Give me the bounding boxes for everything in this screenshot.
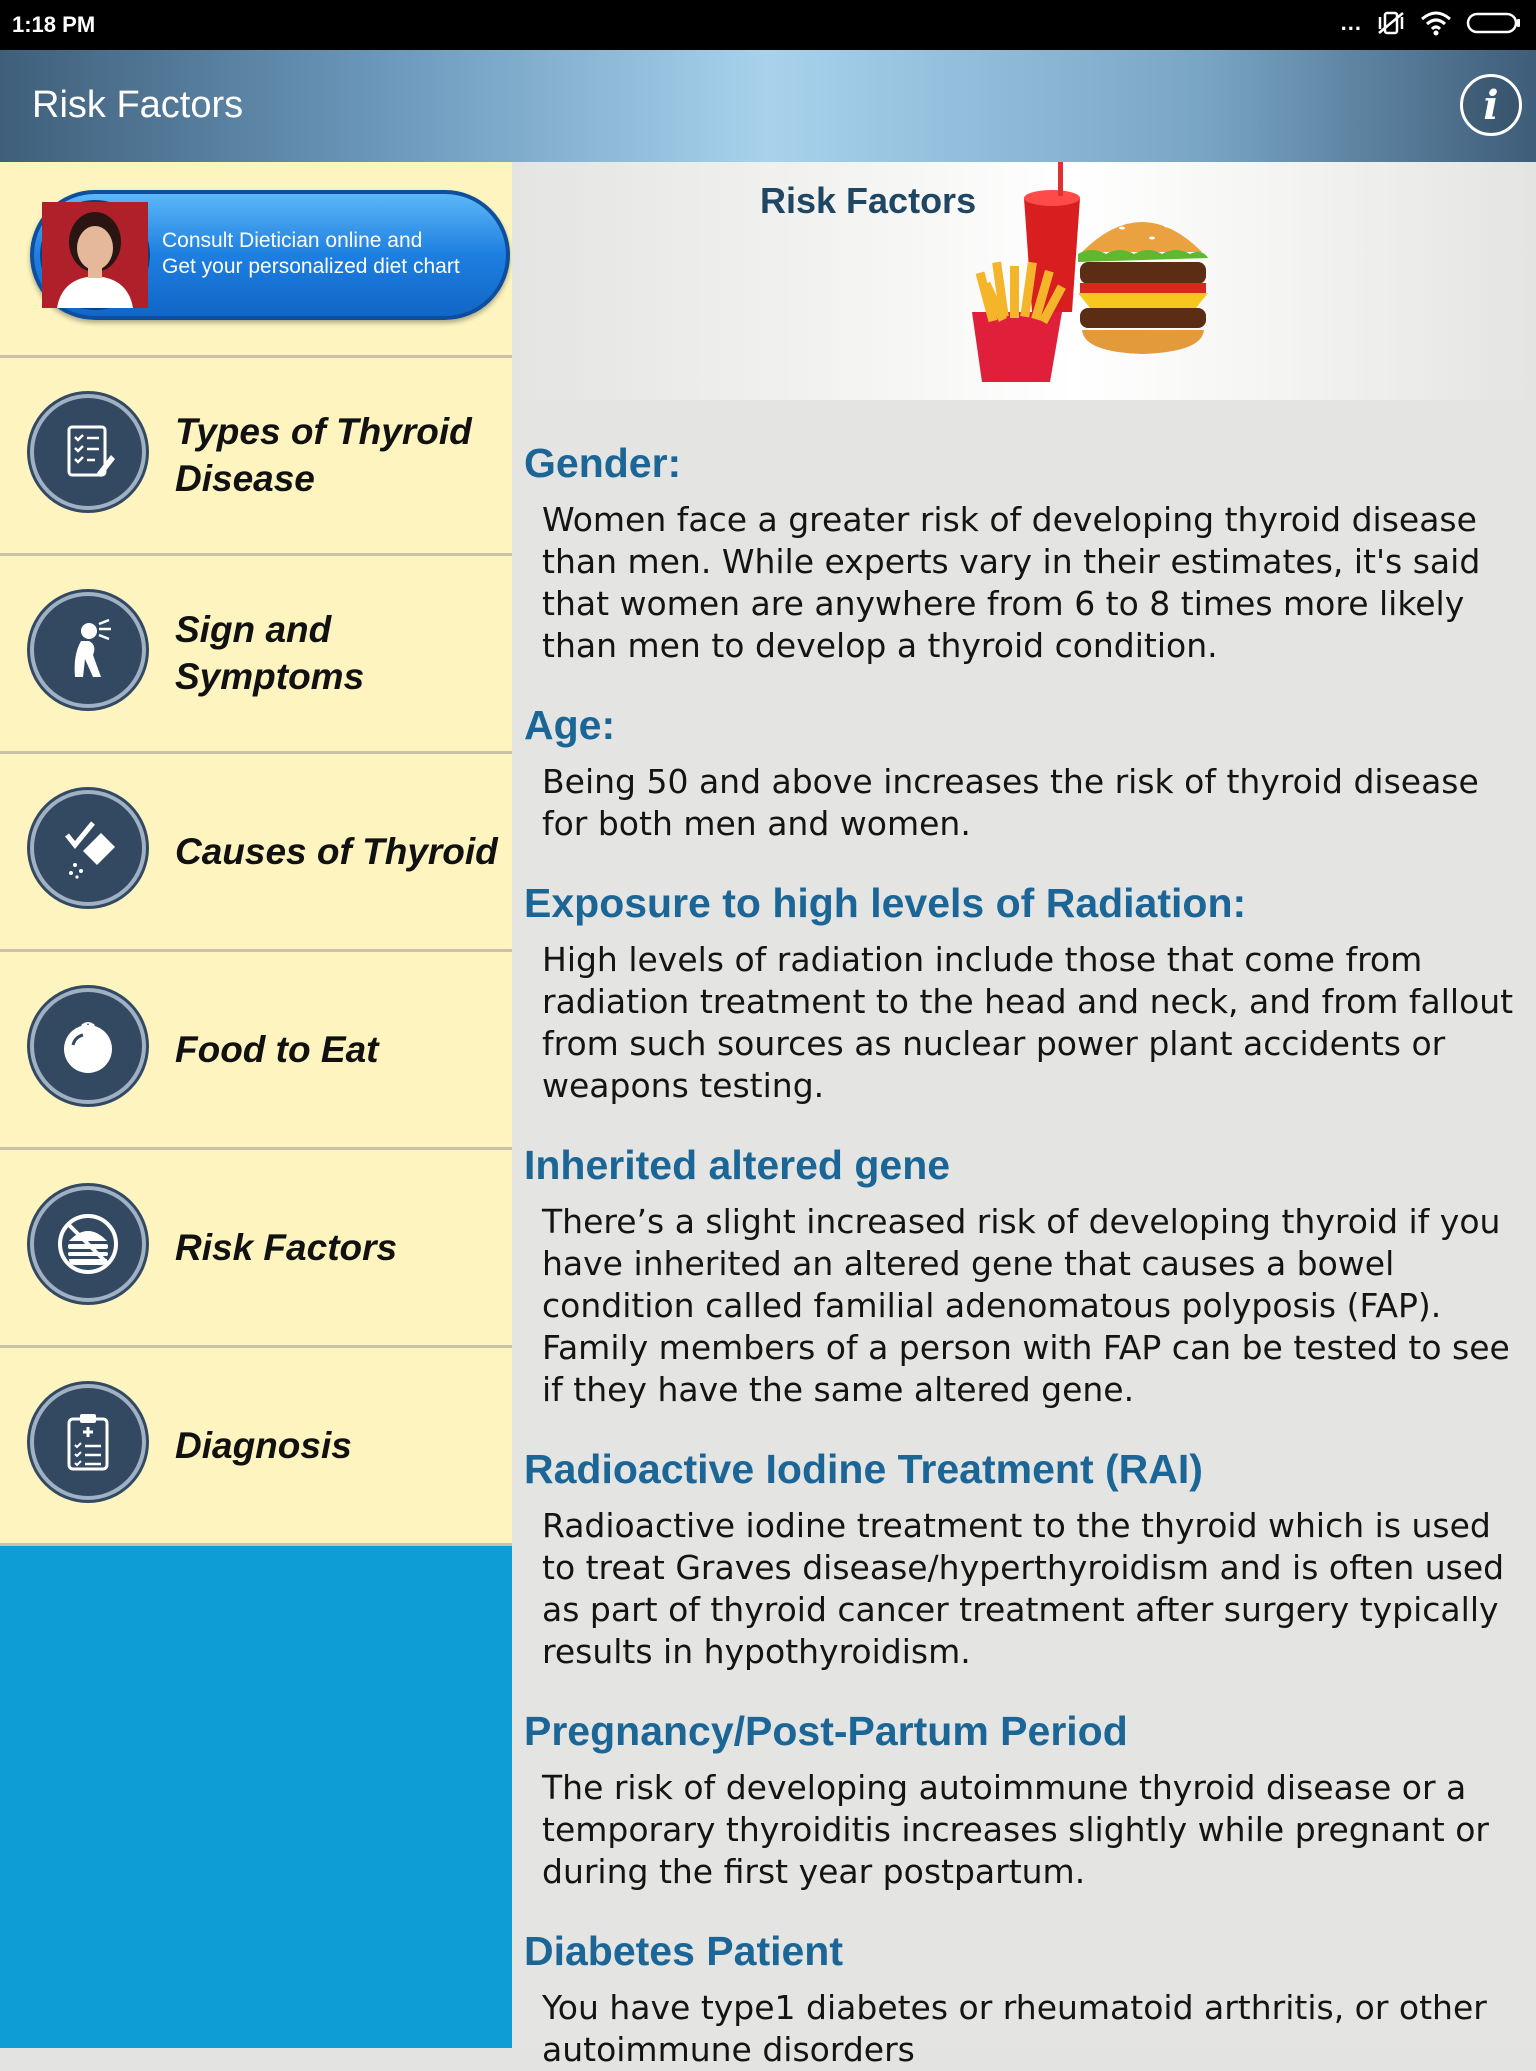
fast-food-image: [912, 162, 1232, 400]
vibrate-off-icon: [1376, 10, 1406, 36]
section-heading: Diabetes Patient: [524, 1928, 843, 1974]
dietician-avatar: [40, 200, 150, 310]
sidebar: [0, 162, 512, 2048]
label-line-1: Sign and: [175, 609, 332, 650]
label-line-1: Types of Thyroid: [175, 411, 472, 452]
banner-title: Risk Factors: [760, 180, 977, 221]
section-body: The risk of developing autoimmune thyroid disease or a temporary thyroiditis increases slightly while pregnant or during the first year postpartum.: [542, 1768, 1489, 1891]
sidebar-item-causes-of-thyroid[interactable]: [0, 754, 512, 952]
tomato-icon: [30, 988, 146, 1104]
no-burger-icon: [30, 1186, 146, 1302]
app-bar: [0, 50, 1536, 162]
status-icons: [1341, 10, 1522, 36]
section-radiation: [524, 880, 1524, 1107]
section-pregnancy: [524, 1708, 1524, 1893]
wifi-icon: [1420, 10, 1452, 36]
consult-line-2: Get your personalized diet chart: [162, 255, 460, 278]
section-body: There’s a slight increased risk of developing thyroid if you have inherited an altered gene that causes a bowel condition called familial adenomatous polyposis (FAP). Family members of a person with FAP can be tested to see if they have the same altered gene.: [542, 1202, 1510, 1409]
label-line-1: Food to Eat: [175, 1029, 379, 1070]
battery-icon: [1466, 11, 1522, 35]
section-heading: Pregnancy/Post-Partum Period: [524, 1708, 1128, 1754]
info-icon[interactable]: i: [1460, 74, 1522, 136]
sidebar-item-diagnosis[interactable]: [0, 1348, 512, 1546]
label-line-2: Symptoms: [175, 656, 365, 697]
sidebar-item-risk-factors[interactable]: [0, 1150, 512, 1348]
salt-shaker-icon: [30, 790, 146, 906]
consult-text: [162, 228, 460, 280]
section-diabetes: [524, 1928, 1524, 2071]
status-time: 1:18 PM: [12, 12, 96, 37]
section-body: You have type1 diabetes or rheumatoid arthritis, or other autoimmune disorders: [542, 1988, 1487, 2069]
sidebar-item-label: [175, 1422, 352, 1469]
sidebar-item-label: [175, 408, 472, 502]
sidebar-item-label: [175, 1026, 378, 1073]
label-line-1: Diagnosis: [175, 1425, 352, 1466]
sidebar-item-label: [175, 828, 498, 875]
section-heading: Inherited altered gene: [524, 1142, 951, 1188]
checklist-icon: [30, 394, 146, 510]
label-line-2: Disease: [175, 458, 315, 499]
clipboard-icon: [30, 1384, 146, 1500]
consult-dietician-button[interactable]: [30, 190, 510, 320]
section-gender: [524, 440, 1524, 667]
section-body: Being 50 and above increases the risk of thyroid disease for both men and women.: [542, 762, 1479, 843]
sidebar-item-sign-and-symptoms[interactable]: [0, 556, 512, 754]
section-body: High levels of radiation include those that come from radiation treatment to the head and neck, and from fallout from such sources as nuclear power plant accidents or weapons testing.: [542, 940, 1514, 1105]
sidebar-item-food-to-eat[interactable]: [0, 952, 512, 1150]
section-heading: Exposure to high levels of Radiation:: [524, 880, 1247, 926]
section-inherited-gene: [524, 1142, 1524, 1411]
main-content[interactable]: [512, 162, 1536, 2069]
more-dots-icon: ...: [1340, 10, 1362, 35]
risk-factors-banner: [512, 162, 1536, 400]
label-line-1: Causes of Thyroid: [175, 831, 498, 872]
sneezing-person-icon: [30, 592, 146, 708]
sidebar-item-types-of-thyroid-disease[interactable]: [0, 358, 512, 556]
consult-line-1: Consult Dietician online and: [162, 229, 423, 252]
section-heading: Age:: [524, 702, 616, 748]
status-bar: [0, 0, 1536, 50]
section-heading: Gender:: [524, 440, 682, 486]
sidebar-item-label: [175, 606, 364, 700]
section-body: Radioactive iodine treatment to the thyroid which is used to treat Graves disease/hyperthyroidism and is often used as part of thyroid cancer treatment after surgery typically results in hypothyroidism.: [542, 1506, 1505, 1671]
section-body: Women face a greater risk of developing thyroid disease than men. While experts vary in their estimates, it's said that women are anywhere from 6 to 8 times more likely than men to develop a thyroid condition.: [542, 500, 1481, 665]
section-heading: Radioactive Iodine Treatment (RAI): [524, 1446, 1203, 1492]
sidebar-item-label: [175, 1224, 397, 1271]
consult-panel: [0, 162, 512, 358]
label-line-1: Risk Factors: [175, 1227, 398, 1268]
page-title: Risk Factors: [32, 84, 244, 126]
section-age: [524, 702, 1524, 845]
section-rai: [524, 1446, 1524, 1673]
